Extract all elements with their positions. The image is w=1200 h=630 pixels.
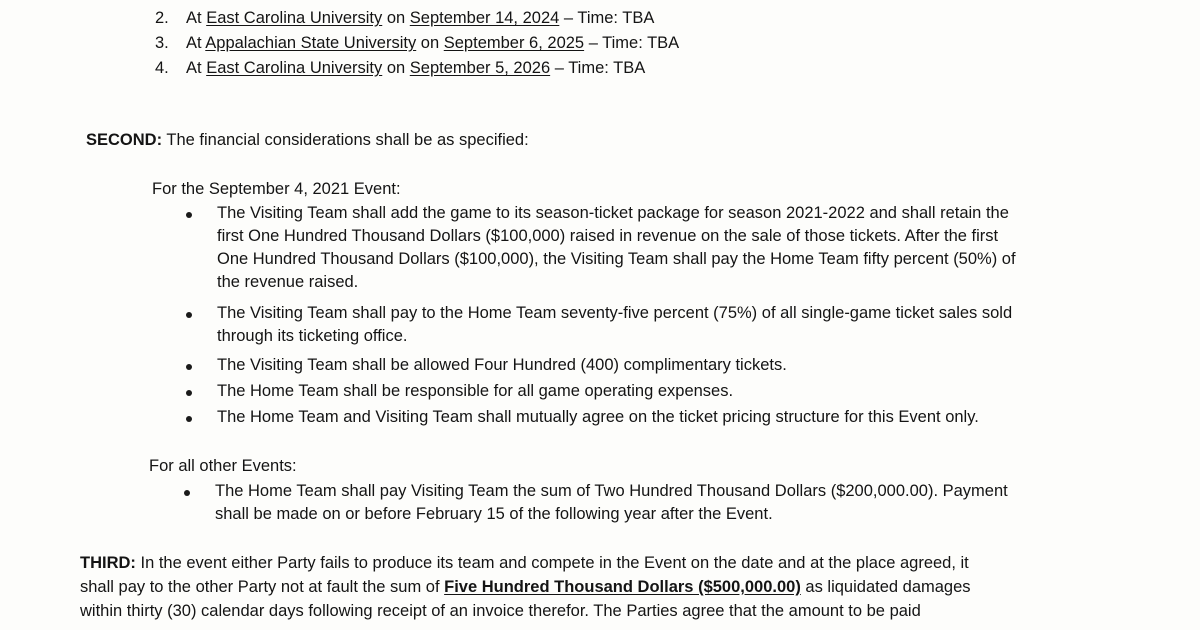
schedule-item <box>155 59 645 78</box>
bullet-text: first One Hundred Thousand Dollars ($100,000) raised in revenue on the sale of those tickets. After the first <box>217 227 999 245</box>
bullet-icon <box>186 364 192 370</box>
clause-text: shall pay to the other Party not at fault the sum of <box>80 578 445 596</box>
damages-amount: Five Hundred Thousand Dollars ($500,000.00) <box>444 578 801 596</box>
bullet-text: The Visiting Team shall be allowed Four Hundred (400) complimentary tickets. <box>217 356 787 374</box>
game-date: September 14, 2024 <box>409 9 560 27</box>
venue: East Carolina University <box>206 9 383 27</box>
event-2021-heading: For the September 4, 2021 Event: <box>152 180 401 198</box>
item-prefix: At <box>186 59 207 77</box>
schedule-item <box>155 9 654 28</box>
clause-text: In the event either Party fails to produce its team and compete in the Event on the date and at the place agreed, it <box>135 554 969 572</box>
bullet-text: The Home Team shall pay Visiting Team the sum of Two Hundred Thousand Dollars ($200,000.00). Payment <box>215 482 1008 500</box>
bullet-icon <box>186 390 192 396</box>
bullet-icon <box>186 416 192 422</box>
item-prefix: At <box>186 34 206 52</box>
game-date: September 5, 2026 <box>409 59 551 77</box>
venue: Appalachian State University <box>205 34 417 52</box>
item-mid: on <box>382 59 410 77</box>
item-number: 4. <box>155 59 169 77</box>
bullet-text: The Visiting Team shall pay to the Home Team seventy-five percent (75%) of all single-game ticket sales sold <box>217 304 1013 322</box>
bullet-icon <box>186 312 192 318</box>
bullet-text: The Home Team shall be responsible for all game operating expenses. <box>217 382 734 400</box>
item-number: 3. <box>155 34 169 52</box>
game-time: – Time: TBA <box>550 59 646 77</box>
second-clause <box>86 131 529 150</box>
clause-label: THIRD: <box>80 554 136 572</box>
schedule-item <box>155 34 679 53</box>
item-number: 2. <box>155 9 169 27</box>
clause-text: The financial considerations shall be as specified: <box>162 131 529 149</box>
bullet-text: the revenue raised. <box>217 273 359 291</box>
clause-line <box>80 554 969 573</box>
bullet-text: One Hundred Thousand Dollars ($100,000), the Visiting Team shall pay the Home Team fifty percent (50%) of <box>217 250 1016 268</box>
clause-label: SECOND: <box>86 131 163 149</box>
clause-line <box>80 578 971 597</box>
bullet-text: The Home Team and Visiting Team shall mutually agree on the ticket pricing structure for this Event only. <box>217 408 979 426</box>
game-date: September 6, 2025 <box>443 34 585 52</box>
item-mid: on <box>382 9 410 27</box>
bullet-icon <box>184 490 190 496</box>
bullet-text: shall be made on or before February 15 of the following year after the Event. <box>215 505 773 523</box>
item-mid: on <box>416 34 444 52</box>
bullet-text: The Visiting Team shall add the game to its season-ticket package for season 2021-2022 and shall retain the <box>217 204 1009 222</box>
game-time: – Time: TBA <box>559 9 655 27</box>
clause-text: as liquidated damages <box>800 578 971 596</box>
bullet-text: through its ticketing office. <box>217 327 408 345</box>
item-prefix: At <box>186 9 207 27</box>
other-events-heading: For all other Events: <box>149 457 297 475</box>
bullet-icon <box>186 212 192 218</box>
venue: East Carolina University <box>206 59 383 77</box>
game-time: – Time: TBA <box>584 34 680 52</box>
clause-line: within thirty (30) calendar days following receipt of an invoice therefor. The Parties agree that the amount to be paid <box>80 602 921 620</box>
